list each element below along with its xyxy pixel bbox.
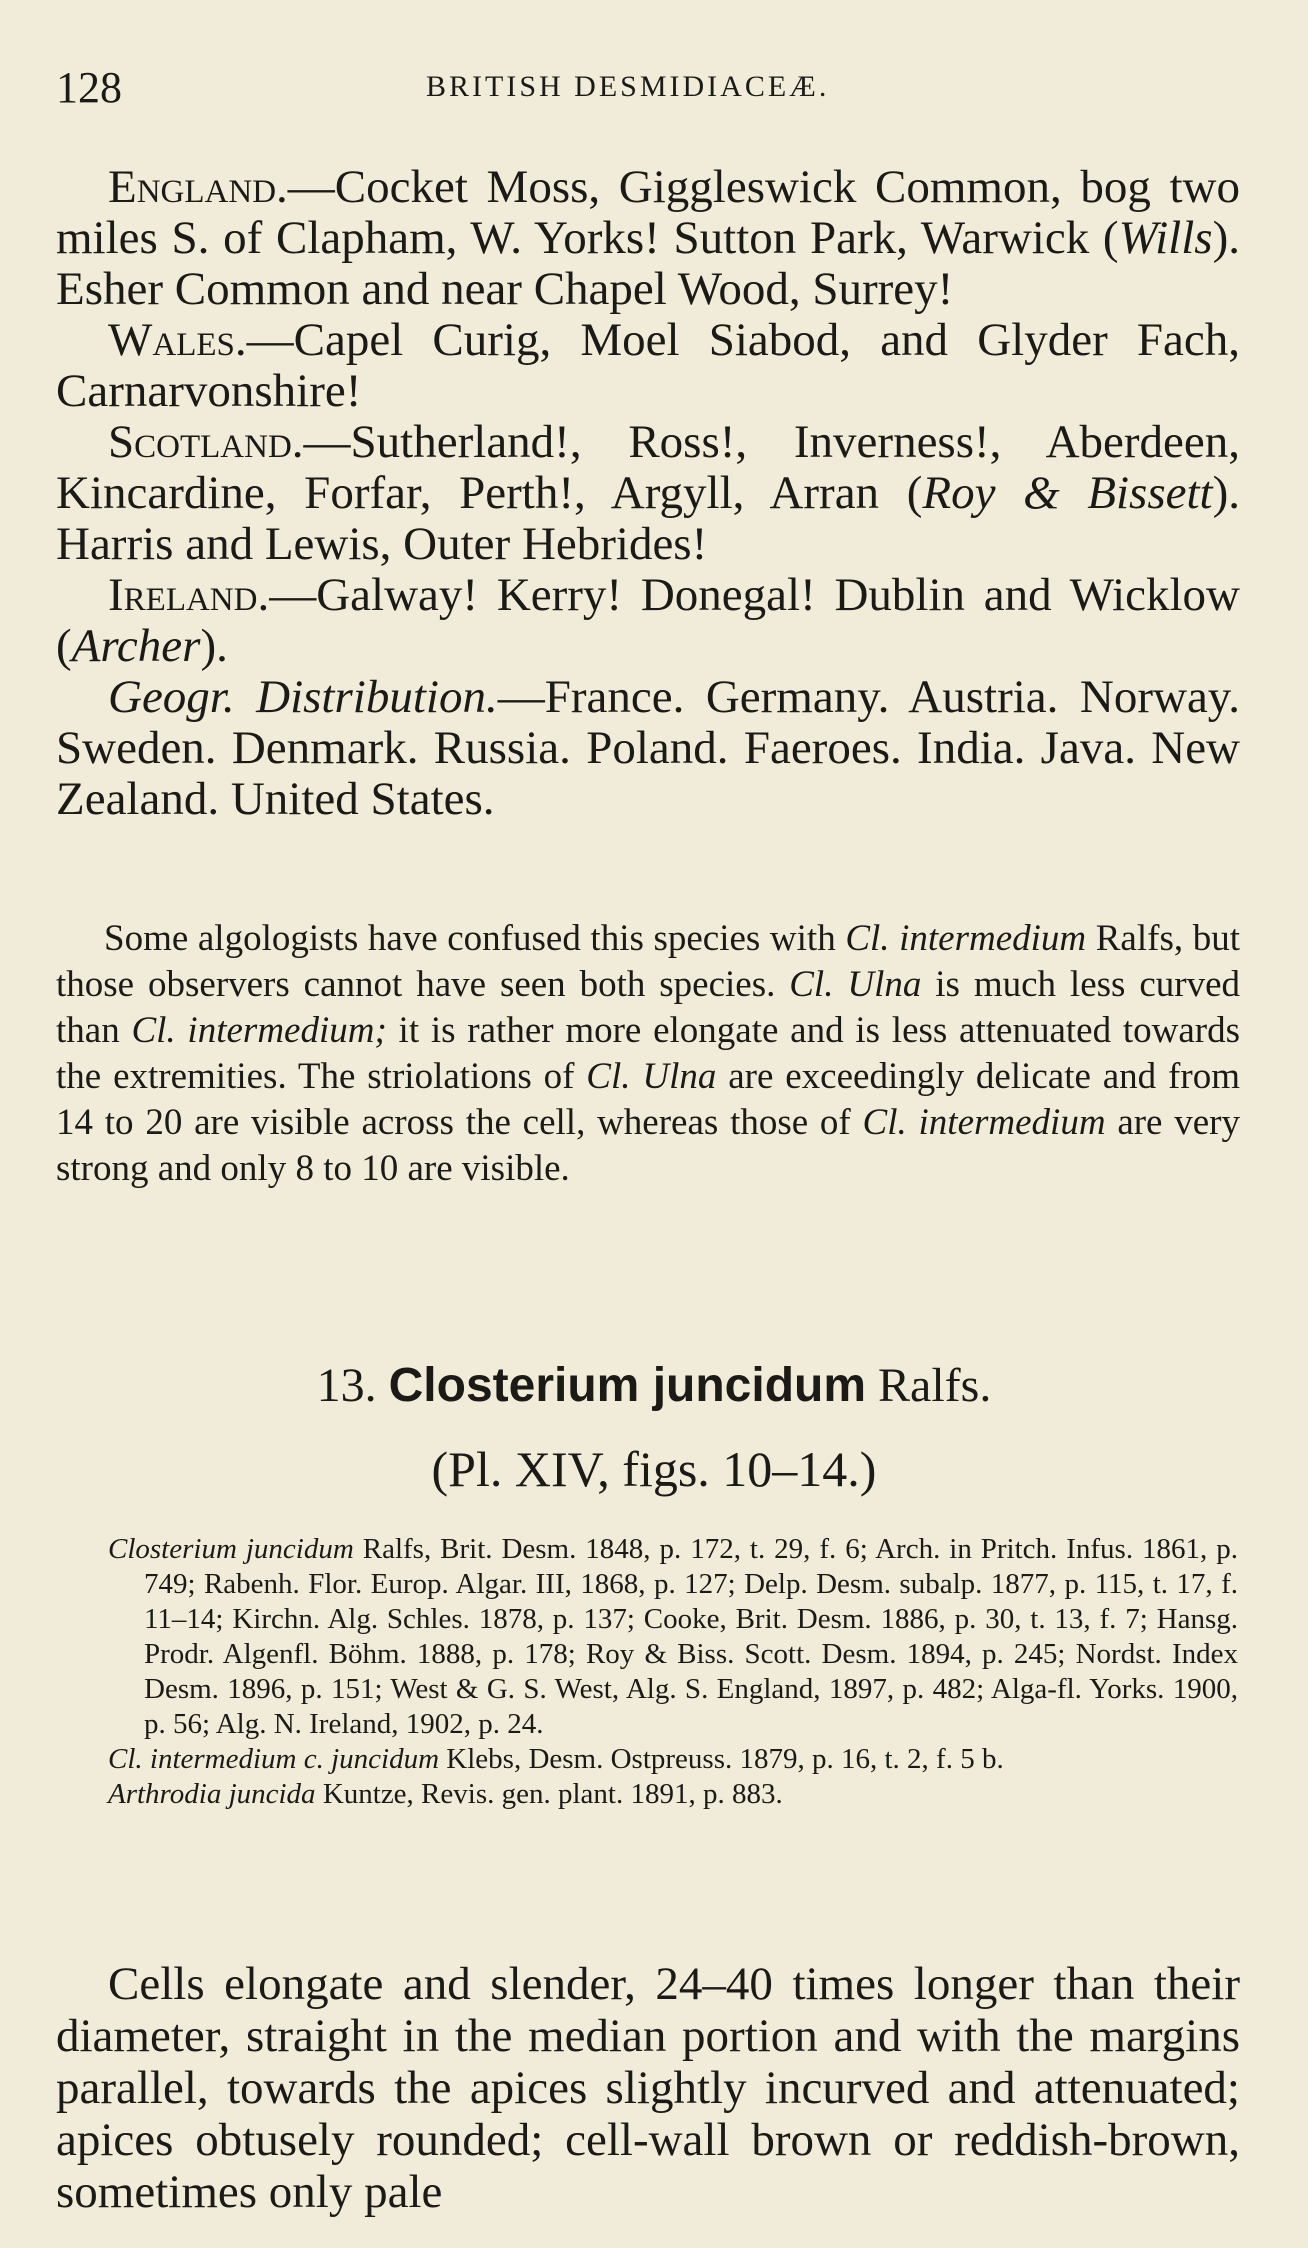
region-label: Scotland. xyxy=(108,416,304,468)
synonymy-list xyxy=(108,1532,1238,1812)
distribution-wales: Wales.—Capel Curig, Moel Siabod, and Glyder Fach, Carnarvonshire! xyxy=(56,314,1240,417)
synonym-entry: Arthrodia juncida Kuntze, Revis. gen. plant. 1891, p. 883. xyxy=(108,1778,783,1810)
geogr-label: Geogr. Distribution. xyxy=(108,671,498,723)
distribution-geographic: Geogr. Distribution.—France. Germany. Austria. Norway. Sweden. Denmark. Russia. Poland. Faeroes. India. Java. New Zealand. United States. xyxy=(56,671,1240,825)
region-label: Wales. xyxy=(108,314,247,366)
species-author: Ralfs. xyxy=(878,1359,992,1412)
distribution-block xyxy=(56,162,1240,825)
remark-note: Some algologists have confused this species with Cl. intermedium Ralfs, but those observers cannot have seen both species. Cl. Ulna is much less curved than Cl. intermedium; it is rather more elongate and is less attenuated towards the extremities. The striolations of Cl. Ulna are exceedingly delicate and from 14 to 20 are visible across the cell, whereas those of Cl. intermedium are very strong and only 8 to 10 are visible. xyxy=(56,918,1240,1189)
species-heading xyxy=(0,1358,1308,1413)
running-header xyxy=(56,62,1236,122)
distribution-scotland: Scotland.—Sutherland!, Ross!, Inverness!, Aberdeen, Kincardine, Forfar, Perth!, Argyll, Arran (Roy & Bissett). Harris and Lewis, Outer Hebrides! xyxy=(56,416,1240,570)
synonym-entry: Closterium juncidum Ralfs, Brit. Desm. 1848, p. 172, t. 29, f. 6; Arch. in Pritch. Infus. 1861, p. 749; Rabenh. Flor. Europ. Algar. III, 1868, p. 127; Delp. Desm. subalp. 1877, p. 115, t. 17, f. 11–14; Kirchn. Alg. Schles. 1878, p. 137; Cooke, Brit. Desm. 1886, p. 30, t. 13, f. 7; Hansg. Prodr. Algenfl. Böhm. 1888, p. 178; Roy & Biss. Scott. Desm. 1894, p. 245; Nordst. Index Desm. 1896, p. 151; West & G. S. West, Alg. S. England, 1897, p. 482; Alga-fl. Yorks. 1900, p. 56; Alg. N. Ireland, 1902, p. 24. xyxy=(108,1533,1238,1740)
distribution-england: England.—Cocket Moss, Giggleswick Common, bog two miles S. of Clapham, W. Yorks! Sutton Park, Warwick (Wills). Esher Common and near Chapel Wood, Surrey! xyxy=(56,161,1240,315)
synonym-entry: Cl. intermedium c. juncidum Klebs, Desm. Ostpreuss. 1879, p. 16, t. 2, f. 5 b. xyxy=(108,1743,1004,1775)
plate-reference: (Pl. XIV, figs. 10–14.) xyxy=(431,1441,877,1497)
region-label: Ireland. xyxy=(108,569,270,621)
region-label: England. xyxy=(108,161,288,213)
species-name: Closterium juncidum xyxy=(388,1359,867,1412)
species-description: Cells elongate and slender, 24–40 times longer than their diameter, straight in the median portion and with the margins parallel, towards the apices slightly incurved and attenuated; apices obtusely rounded; cell-wall brown or reddish-brown, sometimes only pale xyxy=(56,1958,1240,2218)
running-title: BRITISH DESMIDIACEÆ. xyxy=(426,70,830,103)
distribution-ireland: Ireland.—Galway! Kerry! Donegal! Dublin and Wicklow (Archer). xyxy=(56,569,1240,672)
page-number: 128 xyxy=(56,63,122,112)
species-number: 13. xyxy=(316,1359,377,1412)
